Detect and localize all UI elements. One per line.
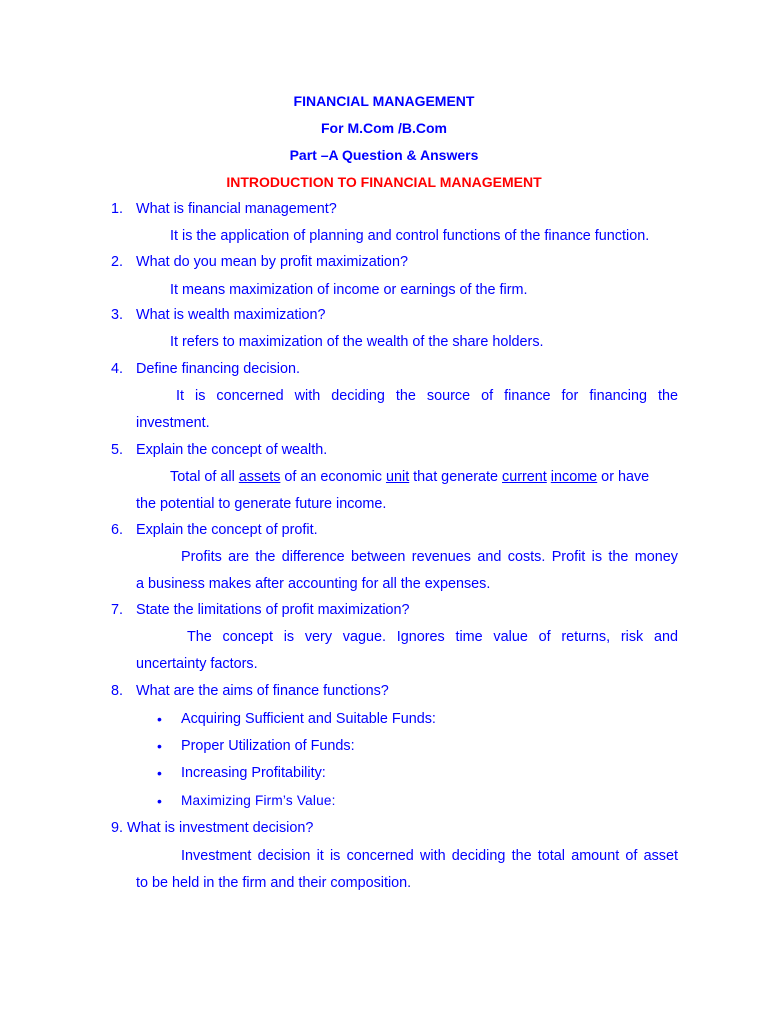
underlined-word-assets: assets (238, 469, 281, 485)
answer-text: Investment decision it is concerned with deciding the total amount of asset (181, 848, 678, 864)
answer-text-continued: a business makes after accounting for all the expenses. (136, 576, 491, 592)
answer-text (170, 469, 649, 485)
underlined-word-unit: unit (385, 469, 410, 485)
doc-subtitle: For M.Com /B.Com (321, 120, 447, 136)
answer-text: Profits are the difference between revenues and costs. Profit is the money (181, 549, 678, 565)
question-text: Explain the concept of profit. (136, 522, 318, 538)
answer-text-continued: to be held in the firm and their composition. (136, 875, 412, 891)
question-text: What is financial management? (136, 201, 337, 217)
bullet-icon: • (157, 738, 162, 754)
bullet-icon: • (157, 711, 162, 727)
question-text: What do you mean by profit maximization? (136, 254, 408, 270)
question-text: What is wealth maximization? (136, 307, 326, 323)
question-number: 9. (111, 820, 124, 836)
answer-text: The concept is very vague. Ignores time value of returns, risk and (187, 629, 678, 645)
underlined-word-income: income (550, 469, 598, 485)
question-number: 1. (111, 201, 124, 217)
answer-text: It means maximization of income or earnings of the firm. (170, 282, 528, 298)
list-item: Acquiring Sufficient and Suitable Funds: (181, 711, 436, 727)
answer-text: It refers to maximization of the wealth of the share holders. (170, 334, 544, 350)
question-text: What are the aims of finance functions? (136, 683, 389, 699)
question-number: 2. (111, 254, 124, 270)
answer-text-part: of an economic (280, 469, 386, 485)
answer-text-continued: investment. (136, 415, 210, 431)
answer-text-part: Total of all (170, 469, 239, 485)
question-number: 3. (111, 307, 124, 323)
bullet-icon: • (157, 793, 162, 809)
doc-part-heading: Part –A Question & Answers (289, 147, 479, 163)
underlined-word-current: current (502, 469, 547, 485)
list-item: Proper Utilization of Funds: (181, 738, 355, 754)
list-item: Increasing Profitability: (181, 765, 326, 781)
question-line (111, 820, 313, 836)
question-number: 8. (111, 683, 124, 699)
answer-text-continued: the potential to generate future income. (136, 496, 387, 512)
section-heading: INTRODUCTION TO FINANCIAL MANAGEMENT (226, 174, 542, 190)
answer-text-part: or have (597, 469, 650, 485)
question-number: 7. (111, 602, 124, 618)
answer-text: It is concerned with deciding the source of finance for financing the (176, 388, 678, 404)
question-number: 5. (111, 442, 124, 458)
question-text: Explain the concept of wealth. (136, 442, 328, 458)
answer-text: It is the application of planning and control functions of the finance function. (170, 228, 650, 244)
list-item: Maximizing Firm’s Value: (181, 793, 336, 808)
question-number: 6. (111, 522, 124, 538)
question-text: What is investment decision? (127, 820, 314, 836)
doc-title: FINANCIAL MANAGEMENT (293, 93, 475, 109)
bullet-icon: • (157, 765, 162, 781)
question-text: State the limitations of profit maximization? (136, 602, 410, 618)
answer-text-continued: uncertainty factors. (136, 656, 258, 672)
question-text: Define financing decision. (136, 361, 300, 377)
answer-text-part: that generate (409, 469, 502, 485)
question-number: 4. (111, 361, 124, 377)
